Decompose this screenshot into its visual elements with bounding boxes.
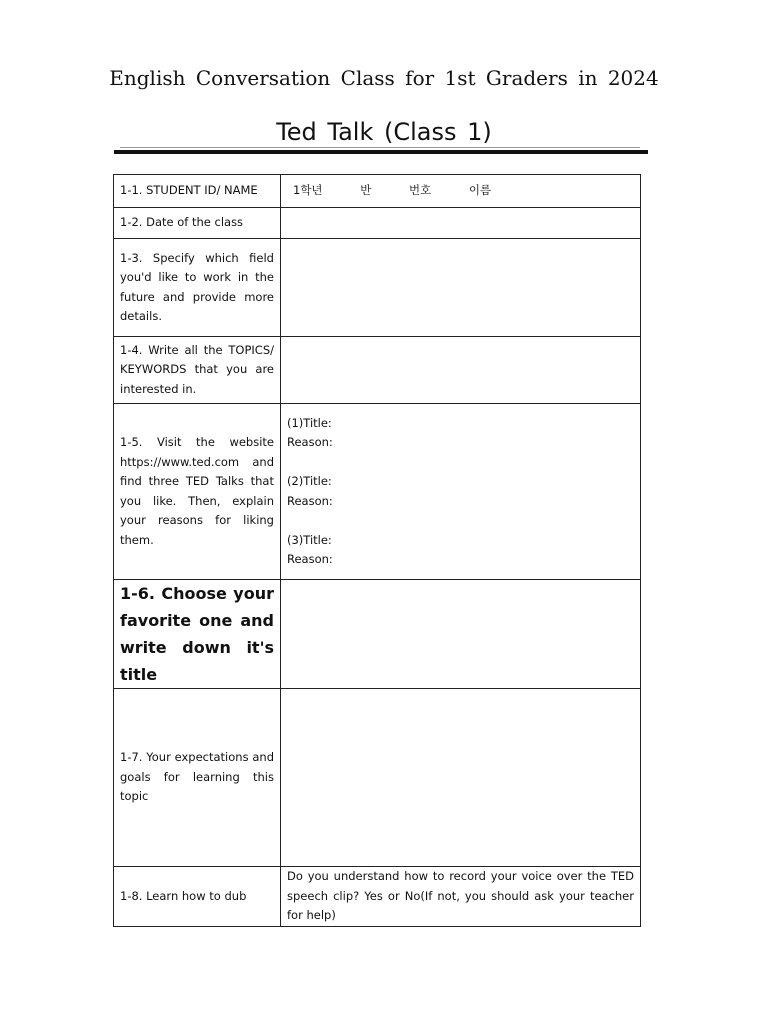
worksheet-table	[113, 174, 641, 927]
row-label-student-id: 1-1. STUDENT ID/ NAME	[114, 175, 281, 208]
grade-label: 1학년	[293, 183, 323, 198]
name-label: 이름	[468, 183, 492, 198]
row-label-field: 1-3. Specify which field you'd like to work in the future and provide more details.	[114, 239, 281, 337]
dub-question: Do you understand how to record your voice over the TED speech clip? Yes or No(If not, you should ask your teacher for help)	[281, 867, 641, 927]
favorite-title-answer[interactable]	[281, 580, 641, 689]
future-field-answer[interactable]	[281, 239, 641, 337]
row-label-dub: 1-8. Learn how to dub	[114, 867, 281, 927]
table-row	[114, 867, 641, 927]
table-row	[114, 404, 641, 580]
ted-entry-2-reason: Reason:	[287, 493, 333, 508]
ted-entry-1-reason: Reason:	[287, 435, 333, 449]
row-label-favorite: 1-6. Choose your favorite one and write down it's title	[114, 580, 281, 689]
student-id-field[interactable]	[281, 175, 641, 208]
title-underline-thick	[114, 150, 648, 154]
row-label-ted-talks: 1-5. Visit the website https://www.ted.com and find three TED Talks that you like. Then, explain your reasons for liking them.	[114, 404, 281, 580]
page-title: Ted Talk (Class 1)	[276, 118, 492, 146]
row-label-expectations: 1-7. Your expectations and goals for learning this topic	[114, 689, 281, 867]
table-row	[114, 239, 641, 337]
table-row	[114, 580, 641, 689]
id-fields	[287, 181, 634, 201]
class-label: 반	[360, 183, 372, 198]
number-label: 번호	[408, 183, 432, 198]
table-row	[114, 689, 641, 867]
table-row	[114, 175, 641, 208]
document-title: English Conversation Class for 1st Graders in 2024	[109, 66, 659, 90]
ted-entry-1-title: (1)Title:	[287, 415, 332, 430]
title-underline-thin	[120, 147, 640, 148]
ted-entry-3-title: (3)Title:	[287, 532, 332, 547]
topics-answer[interactable]	[281, 337, 641, 404]
row-label-date: 1-2. Date of the class	[114, 208, 281, 239]
row-label-topics: 1-4. Write all the TOPICS/ KEYWORDS that you are interested in.	[114, 337, 281, 404]
expectations-answer[interactable]	[281, 689, 641, 867]
ted-entry-3-reason: Reason:	[287, 552, 333, 566]
table-row	[114, 208, 641, 239]
date-field[interactable]	[281, 208, 641, 239]
table-row	[114, 337, 641, 404]
ted-entry-2-title: (2)Title:	[287, 474, 332, 488]
ted-talks-answer[interactable]	[281, 404, 641, 580]
